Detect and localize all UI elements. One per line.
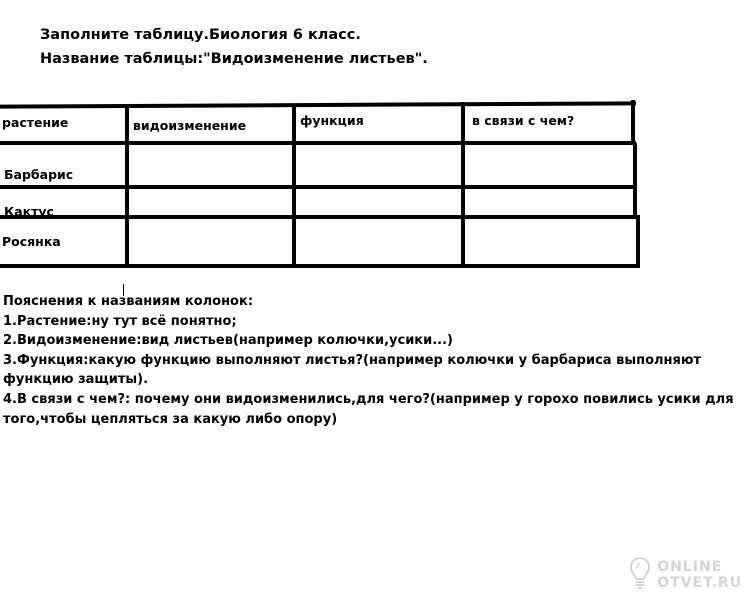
table-row-label: Росянка	[2, 234, 61, 249]
table-line	[636, 217, 640, 267]
table-header-function: функция	[300, 113, 364, 128]
table-line	[461, 102, 465, 267]
table-line	[631, 100, 635, 145]
column-explanations	[3, 292, 743, 429]
notes-title: Пояснения к названиям колонок:	[3, 294, 254, 309]
note-item: 1.Растение:ну тут всё понятно;	[3, 313, 237, 329]
watermark	[629, 556, 742, 594]
table-line	[0, 141, 636, 145]
table-header-modification: видоизменение	[133, 118, 247, 133]
table-row-label: Кактус	[4, 204, 54, 219]
note-item: 4.В связи с чем?: почему они видоизменились,для чего?(например у горохо повились усики для того,чтобы цепляться за какую либо опору)	[3, 391, 734, 427]
table-line	[0, 101, 636, 108]
table-line	[0, 215, 640, 219]
table-line	[125, 104, 129, 267]
page-title-line1: Заполните таблицу.Биология 6 класс.	[40, 27, 361, 43]
table-row-label: Барбарис	[4, 167, 74, 182]
table-header-plant: растение	[2, 115, 69, 130]
table-line	[0, 264, 640, 268]
page-title-line2: Название таблицы:"Видоизменение листьев".	[40, 51, 428, 67]
lightbulb-icon	[629, 556, 651, 594]
note-item: 3.Функция:какую функцию выполняют листья?(например колючки у барбариса выполняют функцию защиты).	[3, 352, 702, 388]
table-header-reason: в связи с чем?	[472, 113, 575, 128]
table-line	[633, 143, 637, 219]
note-item: 2.Видоизменение:вид листьев(например колючки,усики...)	[3, 333, 453, 349]
table-line	[292, 104, 296, 267]
watermark-text: ONLINE OTVET.RU	[657, 559, 742, 591]
table-line	[0, 185, 636, 189]
